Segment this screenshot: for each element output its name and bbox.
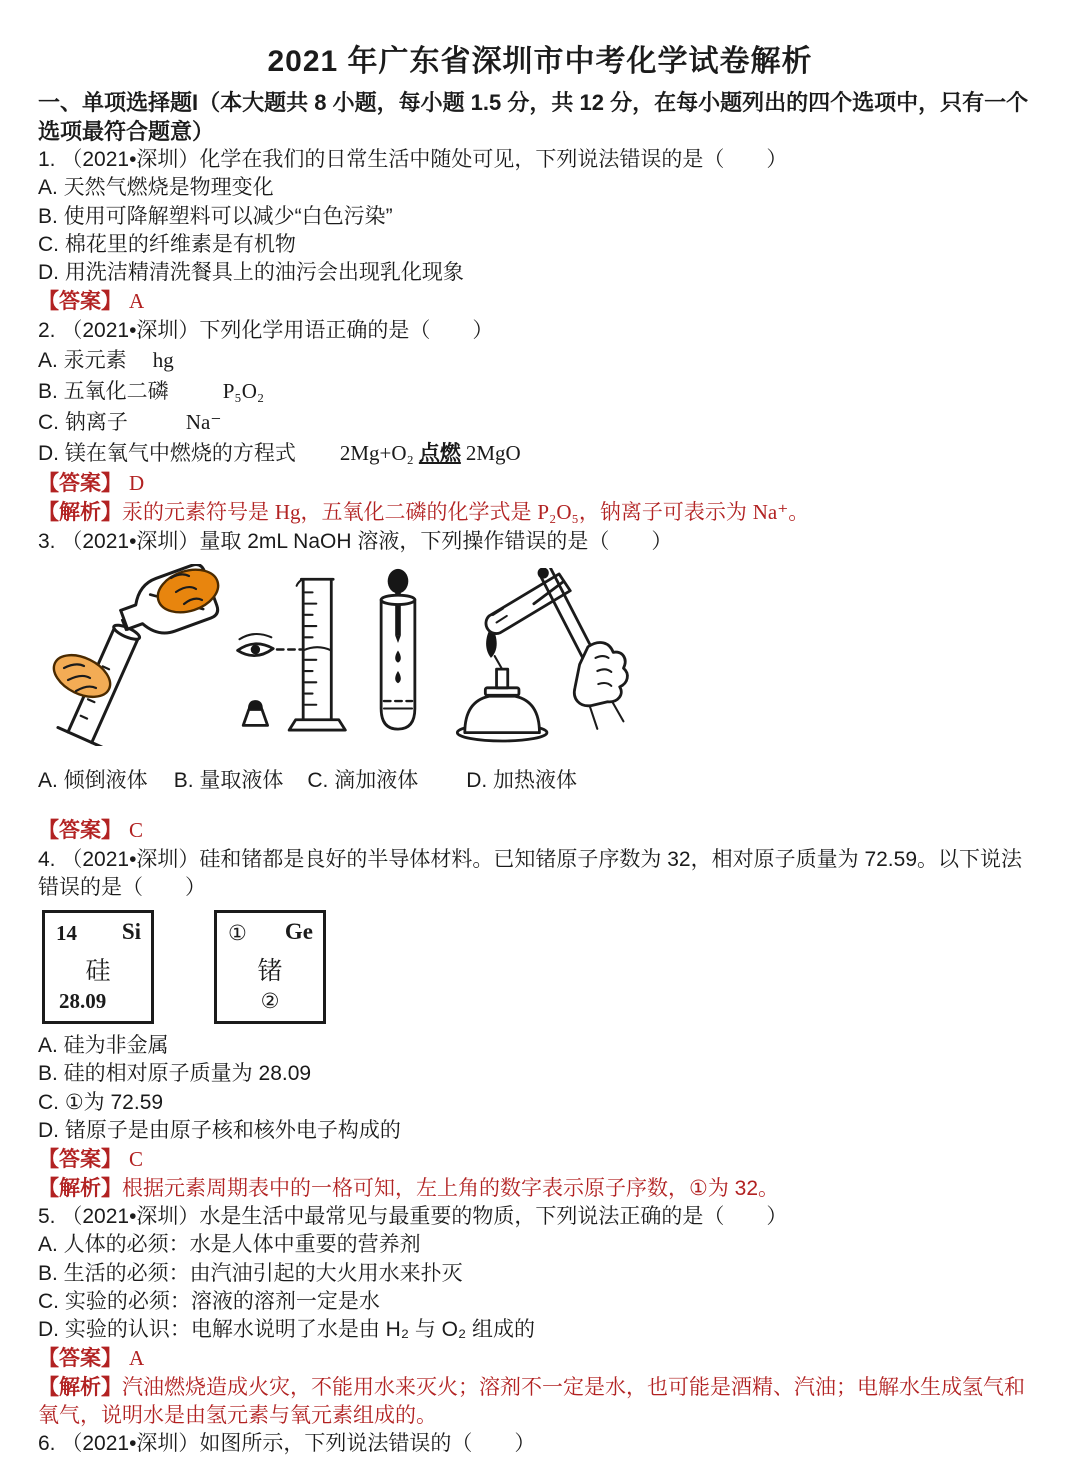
q3-figure-label-c: C. 滴加液体	[307, 768, 419, 792]
question-5	[38, 1203, 1042, 1430]
q2-option-c: C. 钠离子 Na⁻	[38, 410, 222, 435]
page-title: 2021 年广东省深圳市中考化学试卷解析	[267, 45, 813, 78]
q5-answer-letter: A	[129, 1346, 145, 1371]
element-symbol-si: Si	[121, 919, 141, 945]
atomic-mass-ge-circled-2: ②	[260, 989, 280, 1014]
ignite-condition: 点燃	[418, 442, 461, 466]
q3-answer-line	[38, 816, 1042, 845]
pouring-liquid-figure	[38, 564, 226, 746]
analysis-label: 【解析】	[38, 501, 122, 525]
q3-answer-letter: C	[129, 818, 144, 843]
q2-stem: 2. （2021•深圳）下列化学用语正确的是（ ）	[38, 318, 494, 342]
element-name-si: 硅	[85, 957, 111, 986]
q3-figure	[38, 560, 1042, 746]
q1-answer-line	[38, 287, 1042, 316]
equation-reactants: 2Mg+O₂	[339, 441, 414, 466]
q3-figure-label-b: B. 量取液体	[173, 768, 284, 792]
q5-stem: 5. （2021•深圳）水是生活中最常见与最重要的物质，下列说法正确的是（ ）	[38, 1204, 788, 1228]
q4-option-a: A. 硅为非金属	[38, 1034, 169, 1058]
analysis-label: 【解析】	[38, 1375, 122, 1399]
q1-answer-letter: A	[129, 289, 145, 314]
q2-option-d: D. 镁在氧气中燃烧的方程式 2Mg+O₂ 点燃 2MgO	[38, 441, 521, 466]
q6-stem: 6. （2021•深圳）如图所示，下列说法错误的（ ）	[38, 1432, 536, 1456]
q1-option-d: D. 用洗洁精清洗餐具上的油污会出现乳化现象	[38, 261, 464, 285]
q1-option-b: B. 使用可降解塑料可以减少“白色污染”	[38, 204, 393, 228]
element-symbol-ge: Ge	[284, 919, 313, 945]
q5-option-b: B. 生活的必须：由汽油引起的大火用水来扑灭	[38, 1261, 463, 1285]
atomic-number-ge-circled-1: ①	[228, 922, 247, 946]
q4-answer-line	[38, 1145, 1042, 1174]
question-2	[38, 317, 1042, 528]
phosphorus-oxide-formula: P₅O₂	[222, 379, 265, 404]
atomic-number-si: 14	[56, 921, 77, 946]
sodium-ion-formula: Na⁻	[185, 410, 222, 435]
q3-figure-label-a: A. 倾倒液体	[38, 768, 148, 792]
q3-figure-labels	[38, 767, 1042, 795]
q4-option-b: B. 硅的相对原子质量为 28.09	[38, 1062, 312, 1086]
answer-label: 【答案】	[38, 472, 122, 496]
q4-analysis-line: 【解析】根据元素周期表中的一格可知，左上角的数字表示原子序数，①为 32。	[38, 1176, 780, 1200]
analysis-label: 【解析】	[38, 1176, 122, 1200]
q2-option-a: A. 汞元素 hg	[38, 348, 174, 373]
q5-option-d: D. 实验的认识：电解水说明了水是由 H₂ 与 O₂ 组成的	[38, 1318, 535, 1342]
answer-label: 【答案】	[38, 1148, 122, 1172]
question-6	[38, 1430, 1042, 1458]
question-1	[38, 146, 1042, 317]
q1-stem: 1. （2021•深圳）化学在我们的日常生活中随处可见，下列说法错误的是（ ）	[38, 148, 788, 171]
question-4	[38, 846, 1042, 1203]
equation-product: 2MgO	[465, 441, 521, 466]
q4-element-boxes	[42, 910, 1042, 1024]
answer-label: 【答案】	[38, 1347, 122, 1371]
q5-option-c: C. 实验的必须：溶液的溶剂一定是水	[38, 1289, 380, 1313]
element-box-silicon	[42, 910, 154, 1024]
q4-option-d: D. 锗原子是由原子核和核外电子构成的	[38, 1119, 401, 1143]
section-heading: 一、单项选择题I（本大题共 8 小题，每小题 1.5 分，共 12 分，在每小题列出的四个选项中，只有一个选项最符合题意）	[38, 90, 1029, 144]
q5-answer-line	[38, 1344, 1042, 1373]
heating-liquid-figure	[448, 568, 630, 746]
q5-option-a: A. 人体的必须：水是人体中重要的营养剂	[38, 1233, 421, 1257]
q1-option-a: A. 天然气燃烧是物理变化	[38, 176, 274, 200]
element-name-ge: 锗	[257, 957, 283, 986]
answer-label: 【答案】	[38, 290, 122, 314]
q3-stem: 3. （2021•深圳）量取 2mL NaOH 溶液，下列操作错误的是（ ）	[38, 529, 673, 553]
measuring-liquid-figure	[230, 568, 352, 746]
dropping-liquid-figure	[368, 568, 428, 746]
q4-answer-letter: C	[129, 1147, 144, 1172]
q3-figure-label-d: D. 加热液体	[466, 768, 578, 792]
q2-option-b: B. 五氧化二磷 P₅O₂	[38, 379, 265, 404]
q2-analysis-line: 【解析】汞的元素符号是 Hg，五氧化二磷的化学式是 P₂O₅，钠离子可表示为 Na⁺。	[38, 500, 810, 525]
q5-analysis-line: 【解析】汽油燃烧造成火灾，不能用水来灭火；溶剂不一定是水，也可能是酒精、汽油；电解水生成氢气和氧气，说明水是由氢元素与氧元素组成的。	[38, 1375, 1025, 1428]
q4-option-c: C. ①为 72.59	[38, 1090, 164, 1114]
q2-answer-letter: D	[129, 471, 145, 496]
element-box-germanium	[214, 910, 326, 1024]
question-3	[38, 528, 1042, 846]
answer-label: 【答案】	[38, 819, 122, 843]
q1-option-c: C. 棉花里的纤维素是有机物	[38, 232, 296, 256]
q4-stem: 4. （2021•深圳）硅和锗都是良好的半导体材料。已知锗原子序数为 32，相对原子质量为 72.59。以下说法错误的是（ ）	[38, 847, 1022, 899]
atomic-mass-si: 28.09	[59, 989, 107, 1014]
mercury-symbol: hg	[152, 348, 174, 373]
q2-answer-line	[38, 469, 1042, 498]
